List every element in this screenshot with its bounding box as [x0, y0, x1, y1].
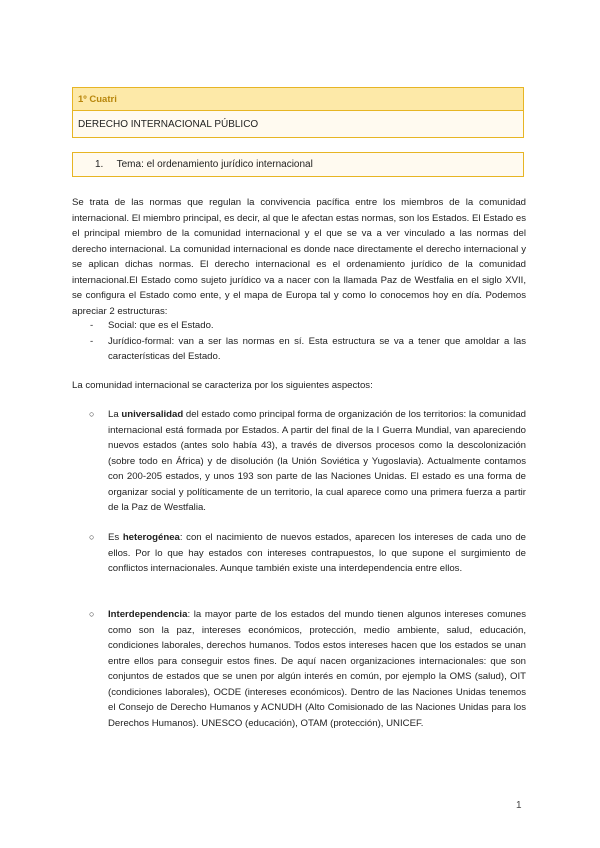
topic-header: [72, 152, 524, 177]
aspect-term: universalidad: [121, 409, 184, 420]
course-label: 1º Cuatri: [78, 94, 117, 105]
list-item: [72, 334, 526, 365]
subject-header: [72, 111, 524, 138]
aspect-universality: [72, 407, 526, 516]
aspect-heterogeneity: [72, 530, 526, 577]
dash-marker: -: [90, 320, 94, 331]
page-number: 1: [516, 800, 522, 811]
circle-bullet-icon: ○: [89, 609, 95, 619]
aspect-prefix: Es: [108, 532, 123, 543]
list-item: [72, 607, 526, 731]
aspect-term: Interdependencia: [108, 609, 188, 620]
topic-title: Tema: el ordenamiento jurídico internacional: [116, 159, 313, 170]
list-item: [72, 530, 526, 577]
list-item: [72, 318, 526, 334]
aspect-text: : la mayor parte de los estados del mundo tienen algunos intereses comunes como son la paz, intereses económicos, protección, medio ambiente, salud, educación, condiciones laborales, derechos humanos. Todos estos intereses hacen que los estados se unan entre ellos para conseguir estos fines. De aquí nacen organizaciones internacionales: que son conjuntos de estados que se unen por algún interés en común, por ejemplo la OMS (salud), OIT (condiciones laborales), OCDE (intereses económicos). Dentro de las Naciones Unidas tenemos el Consejo de Derecho Humanos y ACNUDH (Alto Comisionado de las Naciones Unidas para los Derechos Humanos). UNESCO (educación), OTAM (protección), UNICEF.: [108, 609, 526, 729]
aspect-interdependence: [72, 607, 526, 731]
aspects-intro: La comunidad internacional se caracteriza por los siguientes aspectos:: [72, 380, 373, 391]
circle-bullet-icon: ○: [89, 532, 95, 542]
list-item-text: Jurídico-formal: van a ser las normas en sí. Esta estructura se va a tener que amoldar a las características del Estado.: [108, 335, 526, 362]
intro-paragraph: Se trata de las normas que regulan la convivencia pacífica entre los miembros de la comunidad internacional. El miembro principal, es decir, al que le afectan estas normas, son los Estados. El Estado es el principal miembro de la comunidad internacional y el que se va a ver vinculado a las normas del derecho internacional. La comunidad internacional es donde nace directamente el derecho internacional y se aplican dichas normas. El derecho internacional es el ordenamiento jurídico de la comunidad internacional.El Estado como sujeto jurídico va a nacer con la llamada Paz de Westfalia en el siglo XVII, se configura el Estado como ente, y el mapa de Europa tal y como lo conocemos hoy en día. Podemos apreciar 2 estructuras:: [72, 197, 526, 317]
structures-list: [72, 318, 526, 365]
aspect-term: heterogénea: [122, 532, 180, 543]
aspect-text: del estado como principal forma de organización de los territorios: la comunidad internacional está formada por Estados. A partir del final de la I Guerra Mundial, van apareciendo nuevos estados (antes solo había 43), a través de diversos procesos como la descolonización (sobre todo en África) y de disolución (la Unión Soviética y Yugoslavia). Actualmente contamos con 200-205 estados, y unos 193 son parte de las Naciones Unidas. El estado es una forma de organizar social y políticamente de un territorio, la cual aparece como una primera fuerza a partir de la Paz de Westfalia.: [108, 409, 526, 513]
topic-number: 1.: [95, 159, 104, 170]
aspect-text: : con el nacimiento de nuevos estados, aparecen los intereses de cada uno de ellos. Por lo que hay estados con intereses contrapuestos, lo que supone el surgimiento de conflictos internacionales. Aunque también existe una interdependencia entre ellos.: [108, 532, 526, 574]
dash-marker: -: [90, 335, 94, 347]
aspect-prefix: La: [108, 409, 122, 420]
list-item-text: Social: que es el Estado.: [108, 320, 214, 331]
subject-label: DERECHO INTERNACIONAL PÚBLICO: [78, 119, 259, 130]
course-header: [72, 87, 524, 111]
circle-bullet-icon: ○: [89, 409, 95, 419]
list-item: [72, 407, 526, 516]
